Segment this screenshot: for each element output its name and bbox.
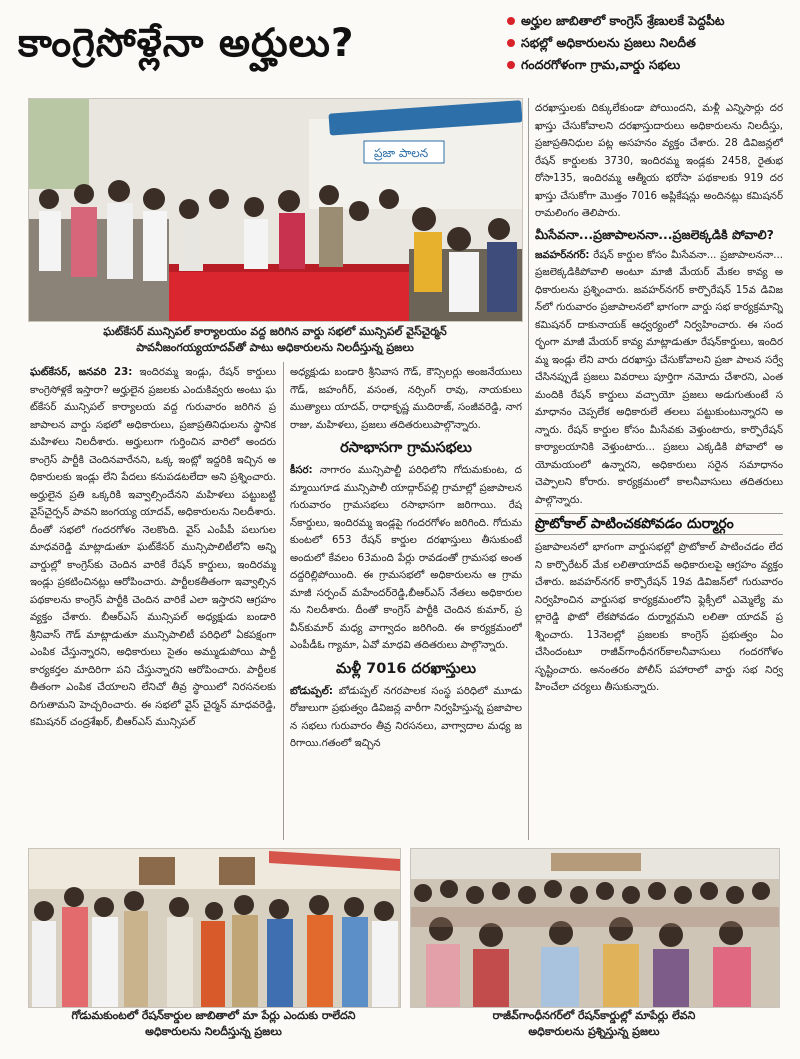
meeting-photo-image: [29, 99, 522, 321]
crowd-photo-right-caption: [410, 1008, 778, 1042]
article-paragraph: ప్రజాపాలనలో భాగంగా వార్డుసభల్లో ప్రొటోకాల్ పాటించడం లేదని కార్పొరేటర్ మేక లలితాయాదవ్ అధికారులపై ఆగ్రహం వ్యక్తం చేశారు. జవహర్‌నగర్ కార్పొరేషన్ 19వ డివిజన్‌లో గురువారం నిర్వహించిన వార్డుసభ కార్యక్రమంలోని ఫ్లెక్సీలో ఎమ్మెల్యే మల్లారెడ్డి ఫొటో లేకపోవడం దుర్మార్గమని లలితా యాదవ్ ప్రశ్నించారు. 13నెలల్లో ప్రజలకు కాంగ్రెస్ ప్రభుత్వం ఏం చేసిందంటూ రాజీవ్‌గాంధీనగర్‌కాలనీవాసులు గందరగోళం సృష్టించారు. అనంతరం పోలీస్ పహారాలో వార్డు సభ నిర్వహించేలా చర్యలు తీసుకున్నారు.: [535, 542, 783, 693]
red-bullet-icon: [507, 39, 515, 47]
article-column-1: [30, 364, 276, 840]
column-divider: [528, 98, 529, 840]
highlight-text: గందరగోళంగా గ్రామ,వార్డు సభలు: [521, 57, 681, 72]
article-paragraph: [290, 462, 522, 655]
red-bullet-icon: [507, 17, 515, 25]
crowd-photo-right-image: [411, 849, 779, 1007]
dateline: జవహర్‌నగర్:: [535, 249, 590, 261]
article-paragraph: [290, 683, 522, 753]
crowd-photo-right: [410, 848, 780, 1008]
subheading: ప్రొటోకాల్ పాటించకపోవడం దుర్మార్గం: [535, 513, 783, 535]
dateline: కీసర:: [290, 465, 313, 476]
article-paragraph: దరఖాస్తులకు దిక్కులేకుండా పోయిందని, మళ్లీ ఎన్నిసార్లు దరఖాస్తు చేసుకోవాలని దరఖాస్తుదారులు అధికారులను నిలదీస్తు, ప్రజాప్రతినిధుల పట్ల అసహనం వ్యక్తం చేశారు. 28 డివిజన్లలో రేషన్ కార్డులకు 3730, ఇందిరమ్మ ఇండ్లకు 2458, రైతుభరోసా135, ఇందిరమ్మ ఆత్మీయ భరోసా పథకాలకు 919 దరఖాస్తు చేసుకోగా మొత్తం 7016 అప్లికేషన్లు అందినట్లు కమిషనర్ రామలింగం తెలిపారు.: [535, 103, 783, 219]
article-column-3: [535, 100, 783, 840]
article-paragraph: [30, 364, 276, 732]
article-paragraph: [535, 247, 783, 510]
caption-line: అధికారులను నిలదీస్తున్న ప్రజలు: [145, 1025, 282, 1038]
article-paragraph: అధ్యక్షుడు బండారి శ్రీనివాస గౌడ్, కౌన్సిలర్లు అంజనేయులు గౌడ్, జహంగీర్, వసంత, నర్సింగ్ రావు, నాయకులు ముత్యాలు యాదవ్, రాధాకృష్ణ ముదిరాజ్, సంజీవరెడ్డి, నాగరాజు, మహిళలు, ప్రజలు తదితరులుపాల్గొన్నారు.: [290, 367, 522, 431]
red-bullet-icon: [507, 61, 515, 69]
highlight-text: అర్హుల జాబితాలో కాంగ్రెస్ శ్రేణులకే పెద్దపీట: [521, 13, 725, 28]
headline: కాంగ్రెసోళ్లేనా అర్హులు?: [18, 21, 355, 66]
crowd-photo-left: [28, 848, 401, 1008]
paragraph-text: ఇందిరమ్మ ఇండ్లు, రేషన్ కార్డులు కాంగ్రెసోళ్లకే ఇస్తారా? అర్హులైన ప్రజలకు ఎందుకివ్వరు అంటు ఘట్‌కేసర్ మున్సిపల్ కార్యాలయ వద్ద గురువారం జరిగిన ప్రజాపాలన వార్డు సభలో అధికారులు, ప్రజాప్రతినిధులను స్థానిక మహిళలు నిలదీశారు. అర్హులుగా గుర్తించిన వారిలో అందరు కాంగ్రెస్ పార్టీకి చెందినవారేనని, ఒక్క ఇంట్లో ఇద్దరికి ఇచ్చిన అధికారులకు ఇండ్లు లేని పేదలు కనుపడటలేదా అని ప్రశ్నించారు.అర్హులైన ప్రతి ఒక్కరికి ఇవ్వాల్సిందేనని మహిళలు పట్టుబట్టి వైస్‌చైర్పన్ పావని జంగయ్య యాదవ్, అధికారులను నిలదీశారు. దీంతో సభలో గందరగోళం నెలకొంది. వైస్ ఎంపీపీ పలుగుల మాధవరెడ్డి మాట్లాడుతూ ఘట్‌కేసర్ మున్సిపాలిటీలోని అన్ని వార్డుల్లో కాంగ్రెస్‌కు చెందిన వారికే రేషన్ కార్డులు, ఇందిరమ్మ ఇండ్లు ప్రకటించినట్లు ఆరోపించారు. పార్టీలకతీతంగా ఇవ్వాల్సిన పథకాలను కాంగ్రెస్ పార్టీకి చెందిన వారికే ఎలా ఇస్తారని ఆగ్రహం వ్యక్తం చేశారు. బీఆర్ఎస్ మున్సిపల్ అధ్యక్షుడు బండారి శ్రీనివాస్ గౌడ్ మాట్లాడుతూ మున్సిపాలిటీ పరిధిలో ఏకపక్షంగా ఎంపిక చేస్తున్నారని, అధికారులు సైతం అమ్ముడుపోయి పార్టీ కార్యకర్తల మాదిరిగా పని చేస్తున్నారని ఆరోపించారు. పార్టీలకతీతంగా ఎంపిక చేయాలని లేనిచో తీవ్ర స్థాయిలో నిరసనలకు దిగుతామని హెచ్చరించారు. ఈ సభలో వైస్ చైర్మన్ మాధవరెడ్డి, కమిషనర్ చంద్రశేఖర్, బీఆర్ఎస్ మున్సిపల్: [30, 367, 276, 728]
highlight-item: [505, 54, 795, 76]
subheading: మళ్లీ 7016 దరఖాస్తులు: [335, 660, 477, 677]
meeting-photo: [28, 98, 523, 322]
banner-text: ప్రజా పాలన: [374, 146, 429, 160]
highlights-list: [505, 10, 795, 76]
highlight-item: [505, 10, 795, 32]
article-column-2: [290, 364, 522, 840]
caption-line: గోడుమకుంటలో రేషన్‌కార్డుల జాబితాలో మా పేర్లు ఎందుకు రాలేదని: [71, 1009, 356, 1022]
paragraph-text: నాగారం మున్సిపాల్టీ పరిధిలోని గోదుమకుంట, దమ్మాయిగూడ మున్సిపాలీ యాద్గార్‌పల్లి గ్రామాల్లో ప్రజాపాలన గురువారం గ్రామసభలు రసాభాసగా జరిగాయి. రేషన్‌కార్డులు, ఇందిరమ్మ ఇండ్లపై గందరగోళం జరిగింది. గోదుమకుంటలో 653 రేషన్ కార్డుల దరఖాస్తులు తీసుకుంటే అందులో కేవలం 63మంది పేర్లు రావడంతో గ్రామసభ అంత దద్దరిల్లిపోయింది. ఈ గ్రామసభలో అధికారులను ఆ గ్రామ మాజీ సర్పంచ్ మహేందర్‌రెడ్డి,బీఆర్ఎస్ నేతలు అధికారులను నిలదీశారు. దీంతో కాంగ్రెస్ పార్టీకి చెందిన కుమార్, ప్రవీన్‌కుమార్ మధ్య వాగ్వాదం జరిగింది. ఈ కార్యక్రమంలో ఎంపీడీఓ గ్యామా, ఏవో మాధవి తదితరులు పాల్గొన్నారు.: [290, 465, 522, 651]
caption-line: ఘట్‌కేసర్ మున్సిపల్ కార్యాలయం వద్ద జరిగిన వార్డు సభలో మున్సిపల్ వైస్‌చైర్మన్: [103, 325, 447, 338]
dateline: బోడుప్పల్:: [290, 685, 333, 697]
caption-line: రాజీవ్‌గాంధీనగర్‌లో రేషన్‌కార్డుల్లో మాపేర్లు లేవని: [492, 1009, 696, 1022]
caption-line: అధికారులను ప్రశ్నిస్తున్న ప్రజలు: [528, 1025, 660, 1038]
subheading: మీసేవనా...ప్రజాపాలననా...ప్రజలెక్కడికి పోవాలి?: [535, 226, 774, 242]
crowd-photo-left-caption: [28, 1008, 399, 1042]
column-divider: [283, 362, 284, 840]
dateline: ఘట్‌కేసర్, జనవరి 23:: [30, 367, 133, 378]
meeting-photo-caption: [40, 324, 510, 358]
highlight-text: సభల్లో అధికారులను ప్రజలు నిలదీత: [521, 35, 696, 50]
paragraph-text: రేషన్ కార్డుల కోసం మీసేవనా... ప్రజాపాలననా... ప్రజలెక్కడికిపోవాలి అంటూ మాజీ మేయర్ మేకల కావ్య అధికారులను ప్రశ్నించారు. జవహర్‌నగర్ కార్పొరేషన్ 15వ డివిజన్‌లో గురువారం ప్రజాపాలనలో భాగంగా వార్డు సభ కార్యక్రమాన్ని కమిషనర్ దాకునాయక్ ఆధ్వర్యంలో నిర్వహించారు. ఈ సందర్భంగా మాజీ మేయర్ కావ్య మాట్లాడుతూ రేషన్‌కార్డులు, ఇందిరమ్మ ఇండ్లు లేని వారు దరఖాస్తు చేసుకోవాలని ప్రజా పాలన సర్వే చేసినప్పుడే ప్రజలు వివరాలు పూర్తిగా నమోదు చేశారని, ఎంత మందికి రేషన్ కార్డులు వచ్చాయో ప్రజలు అడుగుతుంటే సమాధానం చెప్పలేక అధికారులే తలలు పట్టుకుంటున్నారని అన్నారు. రేషన్ కార్డుల కోసం మీసేవకు వెళ్తుంటారు, కార్పొరేషన్ కార్యాలయానికి వెళ్తుంటారు... ప్రజలు ఎక్కడికి పోవాలో అయోమయంలో ఉన్నారని, అధికారులు సరైన సమాధానం చెప్పాలని కోరారు. కార్యక్రమంలో కాలనీవాసులు తదితరులు పాల్గొన్నారు.: [535, 249, 783, 506]
crowd-photo-left-image: [29, 849, 400, 1007]
highlight-item: [505, 32, 795, 54]
paragraph-text: బోడుప్పల్ నగరపాలక సంస్థ పరిధిలో మూడు రోజులుగా ప్రభుత్వం డివిజన్ల వారీగా నిర్వహిస్తున్న ప్రజాపాలన సభలు గురువారం తీవ్ర నిరసనలు, వాగ్వాదాల మధ్య జరిగాయి.గతంలో ఇచ్చిన: [290, 685, 522, 749]
subheading: రసాభాసగా గ్రామసభలు: [340, 440, 472, 456]
caption-line: పావనీజంగయ్యయాదవ్‌తో పాటు అధికారులను నిలదీస్తున్న ప్రజలు: [136, 341, 414, 354]
